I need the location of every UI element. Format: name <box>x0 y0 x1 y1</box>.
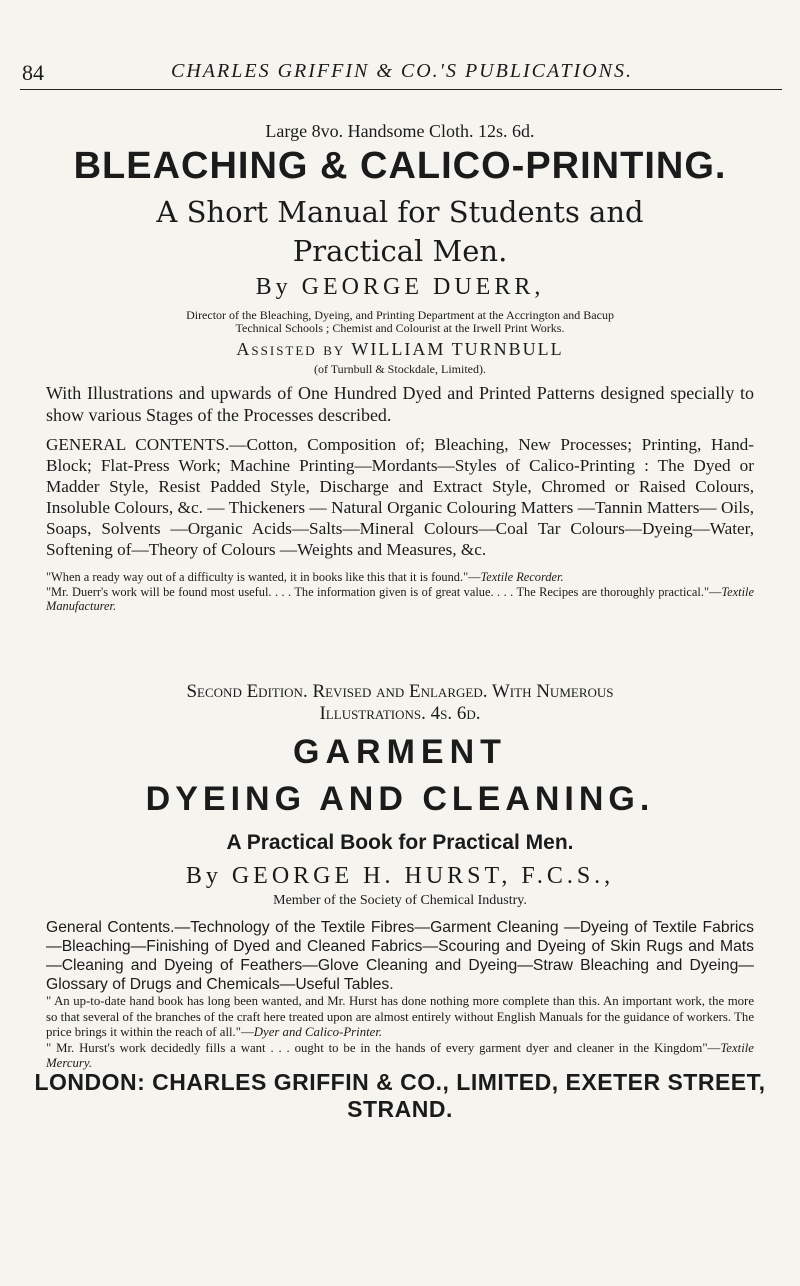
edition-line: Illustrations. 4s. 6d. <box>319 703 481 724</box>
edition-line: Second Edition. Revised and Enlarged. With Numerous <box>186 681 614 702</box>
book1-illustrations: With Illustrations and upwards of One Hundred Dyed and Printed Patterns designed specially to show various Stages of the Processes described. <box>46 383 754 425</box>
book2-title-2: DYEING AND CLEANING. <box>145 780 655 818</box>
book1-subtitle-2: Practical Men. <box>292 234 508 268</box>
review-quote: "Mr. Duerr's work will be found most useful. . . . The information given is of great value. . . . The Recipes are thoroughly practical."—Textile Manufacturer. <box>46 584 754 613</box>
review-quote: " Mr. Hurst's work decidedly fills a want . . . ought to be in the hands of every garment dyer and cleaner in the Kingdom"—Textile Mercury. <box>46 1040 754 1070</box>
book2-subtitle: A Practical Book for Practical Men. <box>226 831 574 854</box>
book2-author-desc: Member of the Society of Chemical Industry. <box>273 893 527 908</box>
book1-title: BLEACHING & CALICO-PRINTING. <box>73 145 727 187</box>
book2-title-1: GARMENT <box>293 733 507 771</box>
book1-author-desc <box>46 309 754 335</box>
book1-assistant-desc: (of Turnbull & Stockdale, Limited). <box>314 362 486 376</box>
book2-edition <box>46 681 754 725</box>
book1-assistant: Assisted by WILLIAM TURNBULL <box>236 339 564 359</box>
review-quote: " An up-to-date hand book has long been wanted, and Mr. Hurst has done nothing more complete than this. An important work, the more so that several of the branches of the craft here treated upon are almost entirely without English Manuals for the guidance of workers. The price brings it within the reach of all."—Dyer and Calico-Printer. <box>46 994 754 1039</box>
review-quote: "When a ready way out of a difficulty is wanted, it in books like this that it is found."—Textile Recorder. <box>46 570 564 584</box>
publisher-footer: LONDON: CHARLES GRIFFIN & CO., LIMITED, EXETER STREET, STRAND. <box>34 1069 766 1122</box>
author-desc-line: Director of the Bleaching, Dyeing, and Printing Department at the Accrington and Bacup <box>186 308 614 322</box>
author-desc-line: Technical Schools ; Chemist and Colourist at the Irwell Print Works. <box>235 321 565 335</box>
book2-reviews <box>46 994 754 1072</box>
book1-format: Large 8vo. Handsome Cloth. 12s. 6d. <box>265 121 535 141</box>
book2-contents: General Contents.—Technology of the Textile Fibres—Garment Cleaning —Dyeing of Textile Fabrics—Bleaching—Finishing of Dyed and Cleaned Fabrics—Scouring and Dyeing of Skin Rugs and Mats—Cleaning and Dyeing of Feathers—Glove Cleaning and Dyeing—Straw Bleaching and Dyeing—Glossary of Drugs and Chemicals—Useful Tables. <box>46 919 754 993</box>
running-title: CHARLES GRIFFIN & CO.'S PUBLICATIONS. <box>171 60 633 82</box>
book1-author: By GEORGE DUERR, <box>255 274 545 300</box>
header-rule <box>20 89 782 90</box>
page-number: 84 <box>22 60 44 85</box>
book1-subtitle-1: A Short Manual for Students and <box>156 195 644 229</box>
book2-author: By GEORGE H. HURST, F.C.S., <box>185 863 615 889</box>
book1-reviews <box>46 570 754 614</box>
book1-contents: GENERAL CONTENTS.—Cotton, Composition of; Bleaching, New Processes; Printing, Hand-Block; Flat-Press Work; Machine Printing—Mordants—Styles of Calico-Printing : The Dyed or Madder Style, Resist Padded Style, Discharge and Extract Style, Chromed or Raised Colours, Insoluble Colours, &c. — Thickeners — Natural Organic Colouring Matters —Tannin Matters— Oils, Soaps, Solvents —Organic Acids—Salts—Mineral Colours—Coal Tar Colours—Dyeing—Water, Softening of—Theory of Colours —Weights and Measures, &c. <box>46 435 754 559</box>
page-header <box>22 60 782 90</box>
